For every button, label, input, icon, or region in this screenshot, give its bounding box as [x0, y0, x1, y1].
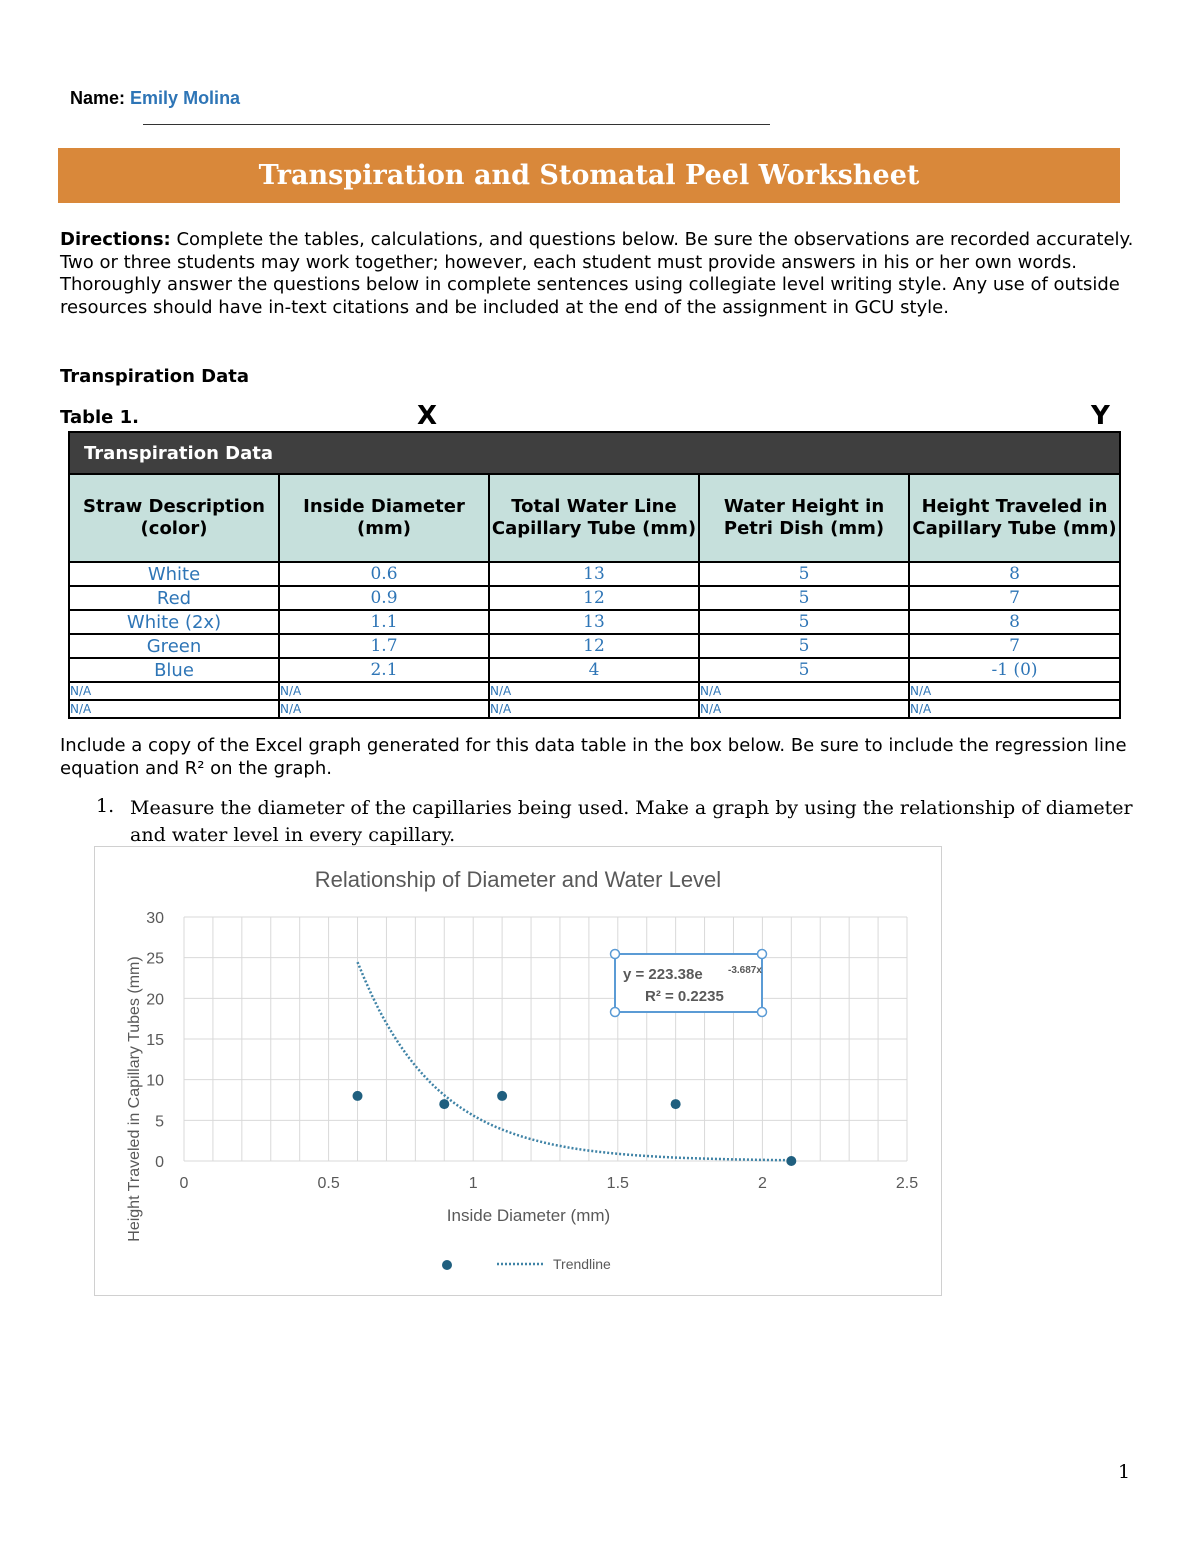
table-cell-na[interactable]: N/A: [909, 682, 1120, 700]
table-cell-na[interactable]: N/A: [699, 682, 909, 700]
table-cell-na[interactable]: N/A: [489, 682, 699, 700]
table-cell[interactable]: 12: [489, 586, 699, 610]
data-point: [786, 1156, 796, 1166]
data-point: [671, 1099, 681, 1109]
table-row: [69, 610, 1120, 634]
table-row: [69, 586, 1120, 610]
table-cell[interactable]: 4: [489, 658, 699, 682]
question-text: Measure the diameter of the capillaries being used. Make a graph by using the relationship of diameter and water level in every capillary.: [130, 797, 1133, 846]
table-cell-na[interactable]: N/A: [909, 700, 1120, 718]
data-point: [497, 1091, 507, 1101]
table-cell[interactable]: Red: [69, 586, 279, 610]
table-cell[interactable]: 1.1: [279, 610, 489, 634]
x-tick-label: 1.5: [606, 1175, 629, 1192]
worksheet-title: Transpiration and Stomatal Peel Worksheet: [258, 160, 920, 191]
selection-handle: [758, 950, 767, 959]
selection-handle: [611, 1008, 620, 1017]
table-cell-na[interactable]: N/A: [699, 700, 909, 718]
table-cell-na[interactable]: N/A: [489, 700, 699, 718]
y-tick-label: 5: [155, 1113, 164, 1131]
table-header-row: [69, 474, 1120, 562]
table-cell-na[interactable]: N/A: [279, 682, 489, 700]
equation-exponent: -3.687x: [728, 965, 762, 976]
header-straw: Straw Description (color): [69, 474, 279, 562]
table-label: Table 1.: [60, 407, 139, 428]
selection-handle: [758, 1008, 767, 1017]
legend-trendline-label: Trendline: [553, 1256, 611, 1272]
table-cell[interactable]: Green: [69, 634, 279, 658]
chart-container: [94, 846, 942, 1296]
y-tick-label: 30: [146, 910, 164, 927]
y-tick-label: 0: [155, 1154, 164, 1171]
header-diameter: Inside Diameter (mm): [279, 474, 489, 562]
data-point: [439, 1099, 449, 1109]
header-total-water: Total Water Line Capillary Tube (mm): [489, 474, 699, 562]
equation-main: y = 223.38e: [623, 966, 703, 983]
table-cell[interactable]: 7: [909, 634, 1120, 658]
name-field: [70, 88, 240, 109]
equation-r2: R² = 0.2235: [645, 988, 724, 1005]
header-petri-height: Water Height in Petri Dish (mm): [699, 474, 909, 562]
table-cell[interactable]: 13: [489, 610, 699, 634]
table-cell[interactable]: 5: [699, 610, 909, 634]
y-tick-label: 20: [146, 991, 164, 1009]
name-value: Emily Molina: [130, 88, 241, 108]
table-cell[interactable]: 8: [909, 562, 1120, 586]
table-cell[interactable]: 5: [699, 562, 909, 586]
table-cell[interactable]: 0.6: [279, 562, 489, 586]
table-row-na: [69, 682, 1120, 700]
page-number: 1: [1118, 1461, 1131, 1483]
table-cell-na[interactable]: N/A: [69, 700, 279, 718]
section-heading: Transpiration Data: [60, 366, 249, 387]
table-caption: Transpiration Data: [69, 432, 1120, 474]
table-cell[interactable]: 8: [909, 610, 1120, 634]
table-cell-na[interactable]: N/A: [279, 700, 489, 718]
x-tick-label: 2.5: [895, 1175, 919, 1192]
table-row: [69, 634, 1120, 658]
question-number: 1.: [96, 795, 115, 817]
directions-label: Directions:: [60, 229, 171, 250]
table-cell[interactable]: 13: [489, 562, 699, 586]
y-tick-label: 25: [146, 950, 164, 968]
x-axis-label: Inside Diameter (mm): [446, 1206, 611, 1225]
legend-point-marker: [442, 1260, 452, 1270]
data-point: [353, 1091, 363, 1101]
x-tick-label: 2: [757, 1175, 767, 1192]
directions-paragraph: [60, 229, 1140, 319]
scatter-chart: [95, 847, 941, 1295]
table-row: [69, 658, 1120, 682]
table-cell[interactable]: 1.7: [279, 634, 489, 658]
table-cell[interactable]: 2.1: [279, 658, 489, 682]
y-axis-label: Height Traveled in Capillary Tubes (mm): [126, 956, 143, 1242]
table-cell[interactable]: 5: [699, 634, 909, 658]
selection-handle: [611, 950, 620, 959]
table-cell[interactable]: 12: [489, 634, 699, 658]
name-label: Name:: [70, 88, 126, 108]
table-cell[interactable]: White: [69, 562, 279, 586]
table-row-na: [69, 700, 1120, 718]
title-banner: [58, 148, 1120, 203]
x-tick-label: 1: [468, 1175, 478, 1192]
table-cell[interactable]: 0.9: [279, 586, 489, 610]
table-cell[interactable]: -1 (0): [909, 658, 1120, 682]
axis-y-marker: Y: [1091, 401, 1110, 431]
table-cell[interactable]: White (2x): [69, 610, 279, 634]
y-tick-label: 10: [146, 1072, 164, 1090]
axis-x-marker: X: [417, 401, 438, 431]
transpiration-table: [68, 431, 1121, 719]
table-cell-na[interactable]: N/A: [69, 682, 279, 700]
table-row: [69, 562, 1120, 586]
x-tick-label: 0.5: [317, 1175, 340, 1192]
graph-instructions: Include a copy of the Excel graph generated for this data table in the box below. Be sure to include the regression line equation and R² on the graph.: [60, 735, 1127, 779]
chart-title: Relationship of Diameter and Water Level: [314, 867, 722, 892]
header-height-traveled: Height Traveled in Capillary Tube (mm): [909, 474, 1120, 562]
x-tick-label: 0: [179, 1175, 189, 1192]
name-underline: [143, 124, 770, 125]
table-cell[interactable]: 5: [699, 586, 909, 610]
y-tick-label: 15: [146, 1032, 164, 1049]
table-cell[interactable]: 7: [909, 586, 1120, 610]
table-cell[interactable]: Blue: [69, 658, 279, 682]
directions-text: Complete the tables, calculations, and questions below. Be sure the observations are recorded accurately. Two or three students may work together; however, each student must provide answers in his or her own words. Thoroughly answer the questions below in complete sentences using collegiate level writing style. Any use of outside resources should have in-text citations and be included at the end of the assignment in GCU style.: [60, 229, 1134, 318]
table-cell[interactable]: 5: [699, 658, 909, 682]
